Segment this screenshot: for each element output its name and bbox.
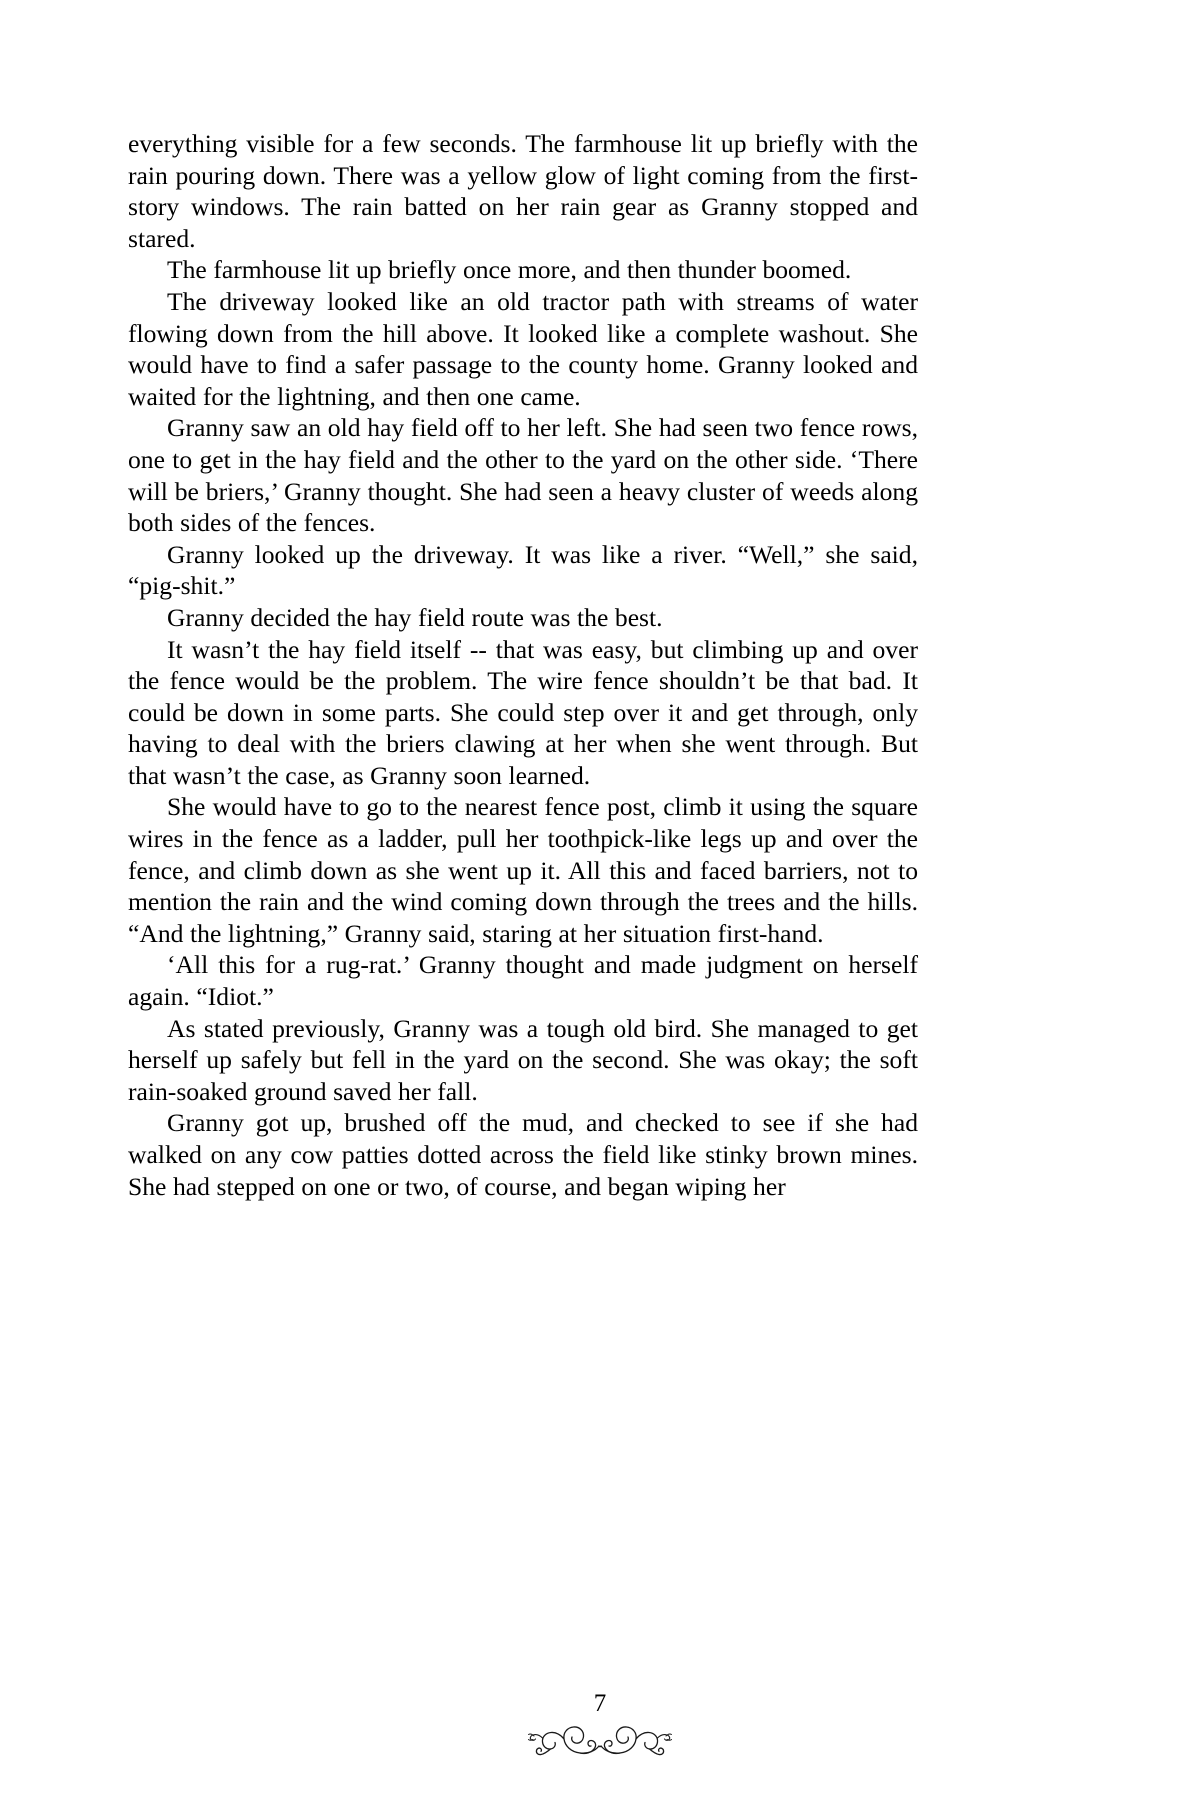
paragraph: The driveway looked like an old tractor path with streams of water flowing down from the hill above. It looked like a complete washout. She would have to find a safer passage to the county home. Granny looked and waited for the lightning, and then one came.	[128, 286, 918, 411]
paragraph: She would have to go to the nearest fence post, climb it using the square wires in the fence as a ladder, pull her toothpick-like legs up and over the fence, and climb down as she went up it. All this and faced barriers, not to mention the rain and the wind coming down through the trees and the hills. “And the lightning,” Granny said, staring at her situation first-hand.	[128, 792, 918, 948]
page-number: 7	[593, 1690, 607, 1717]
body-text-column	[128, 128, 918, 1202]
paragraph: As stated previously, Granny was a tough old bird. She managed to get herself up safely but fell in the yard on the second. She was okay; the soft rain-soaked ground saved her fall.	[128, 1013, 918, 1106]
paragraph: ‘All this for a rug-rat.’ Granny thought and made judgment on herself again. “Idiot.”	[128, 950, 918, 1012]
paragraph: Granny saw an old hay field off to her left. She had seen two fence rows, one to get in the hay field and the other to the yard on the other side. ‘There will be briers,’ Granny thought. She had seen a heavy cluster of weeds along both sides of the fences.	[128, 413, 918, 538]
page-footer	[0, 1690, 1200, 1764]
paragraph: The farmhouse lit up briefly once more, and then thunder boomed.	[167, 255, 852, 285]
paragraph: Granny looked up the driveway. It was like a river. “Well,” she said, “pig-shit.”	[128, 539, 918, 601]
paragraph: It wasn’t the hay field itself -- that was easy, but climbing up and over the fence would be the problem. The wire fence shouldn’t be that bad. It could be down in some parts. She could step over it and get through, only having to deal with the briers clawing at her when she went through. But that wasn’t the case, as Granny soon learned.	[128, 634, 918, 790]
paragraph: Granny decided the hay field route was the best.	[167, 602, 663, 632]
paragraph: everything visible for a few seconds. The farmhouse lit up briefly with the rain pouring down. There was a yellow glow of light coming from the first-story windows. The rain batted on her rain gear as Granny stopped and stared.	[128, 129, 918, 253]
double-scroll-flourish-icon	[515, 1716, 685, 1764]
paragraph: Granny got up, brushed off the mud, and checked to see if she had walked on any cow patties dotted across the field like stinky brown mines. She had stepped on one or two, of course, and began wiping her	[128, 1108, 918, 1201]
